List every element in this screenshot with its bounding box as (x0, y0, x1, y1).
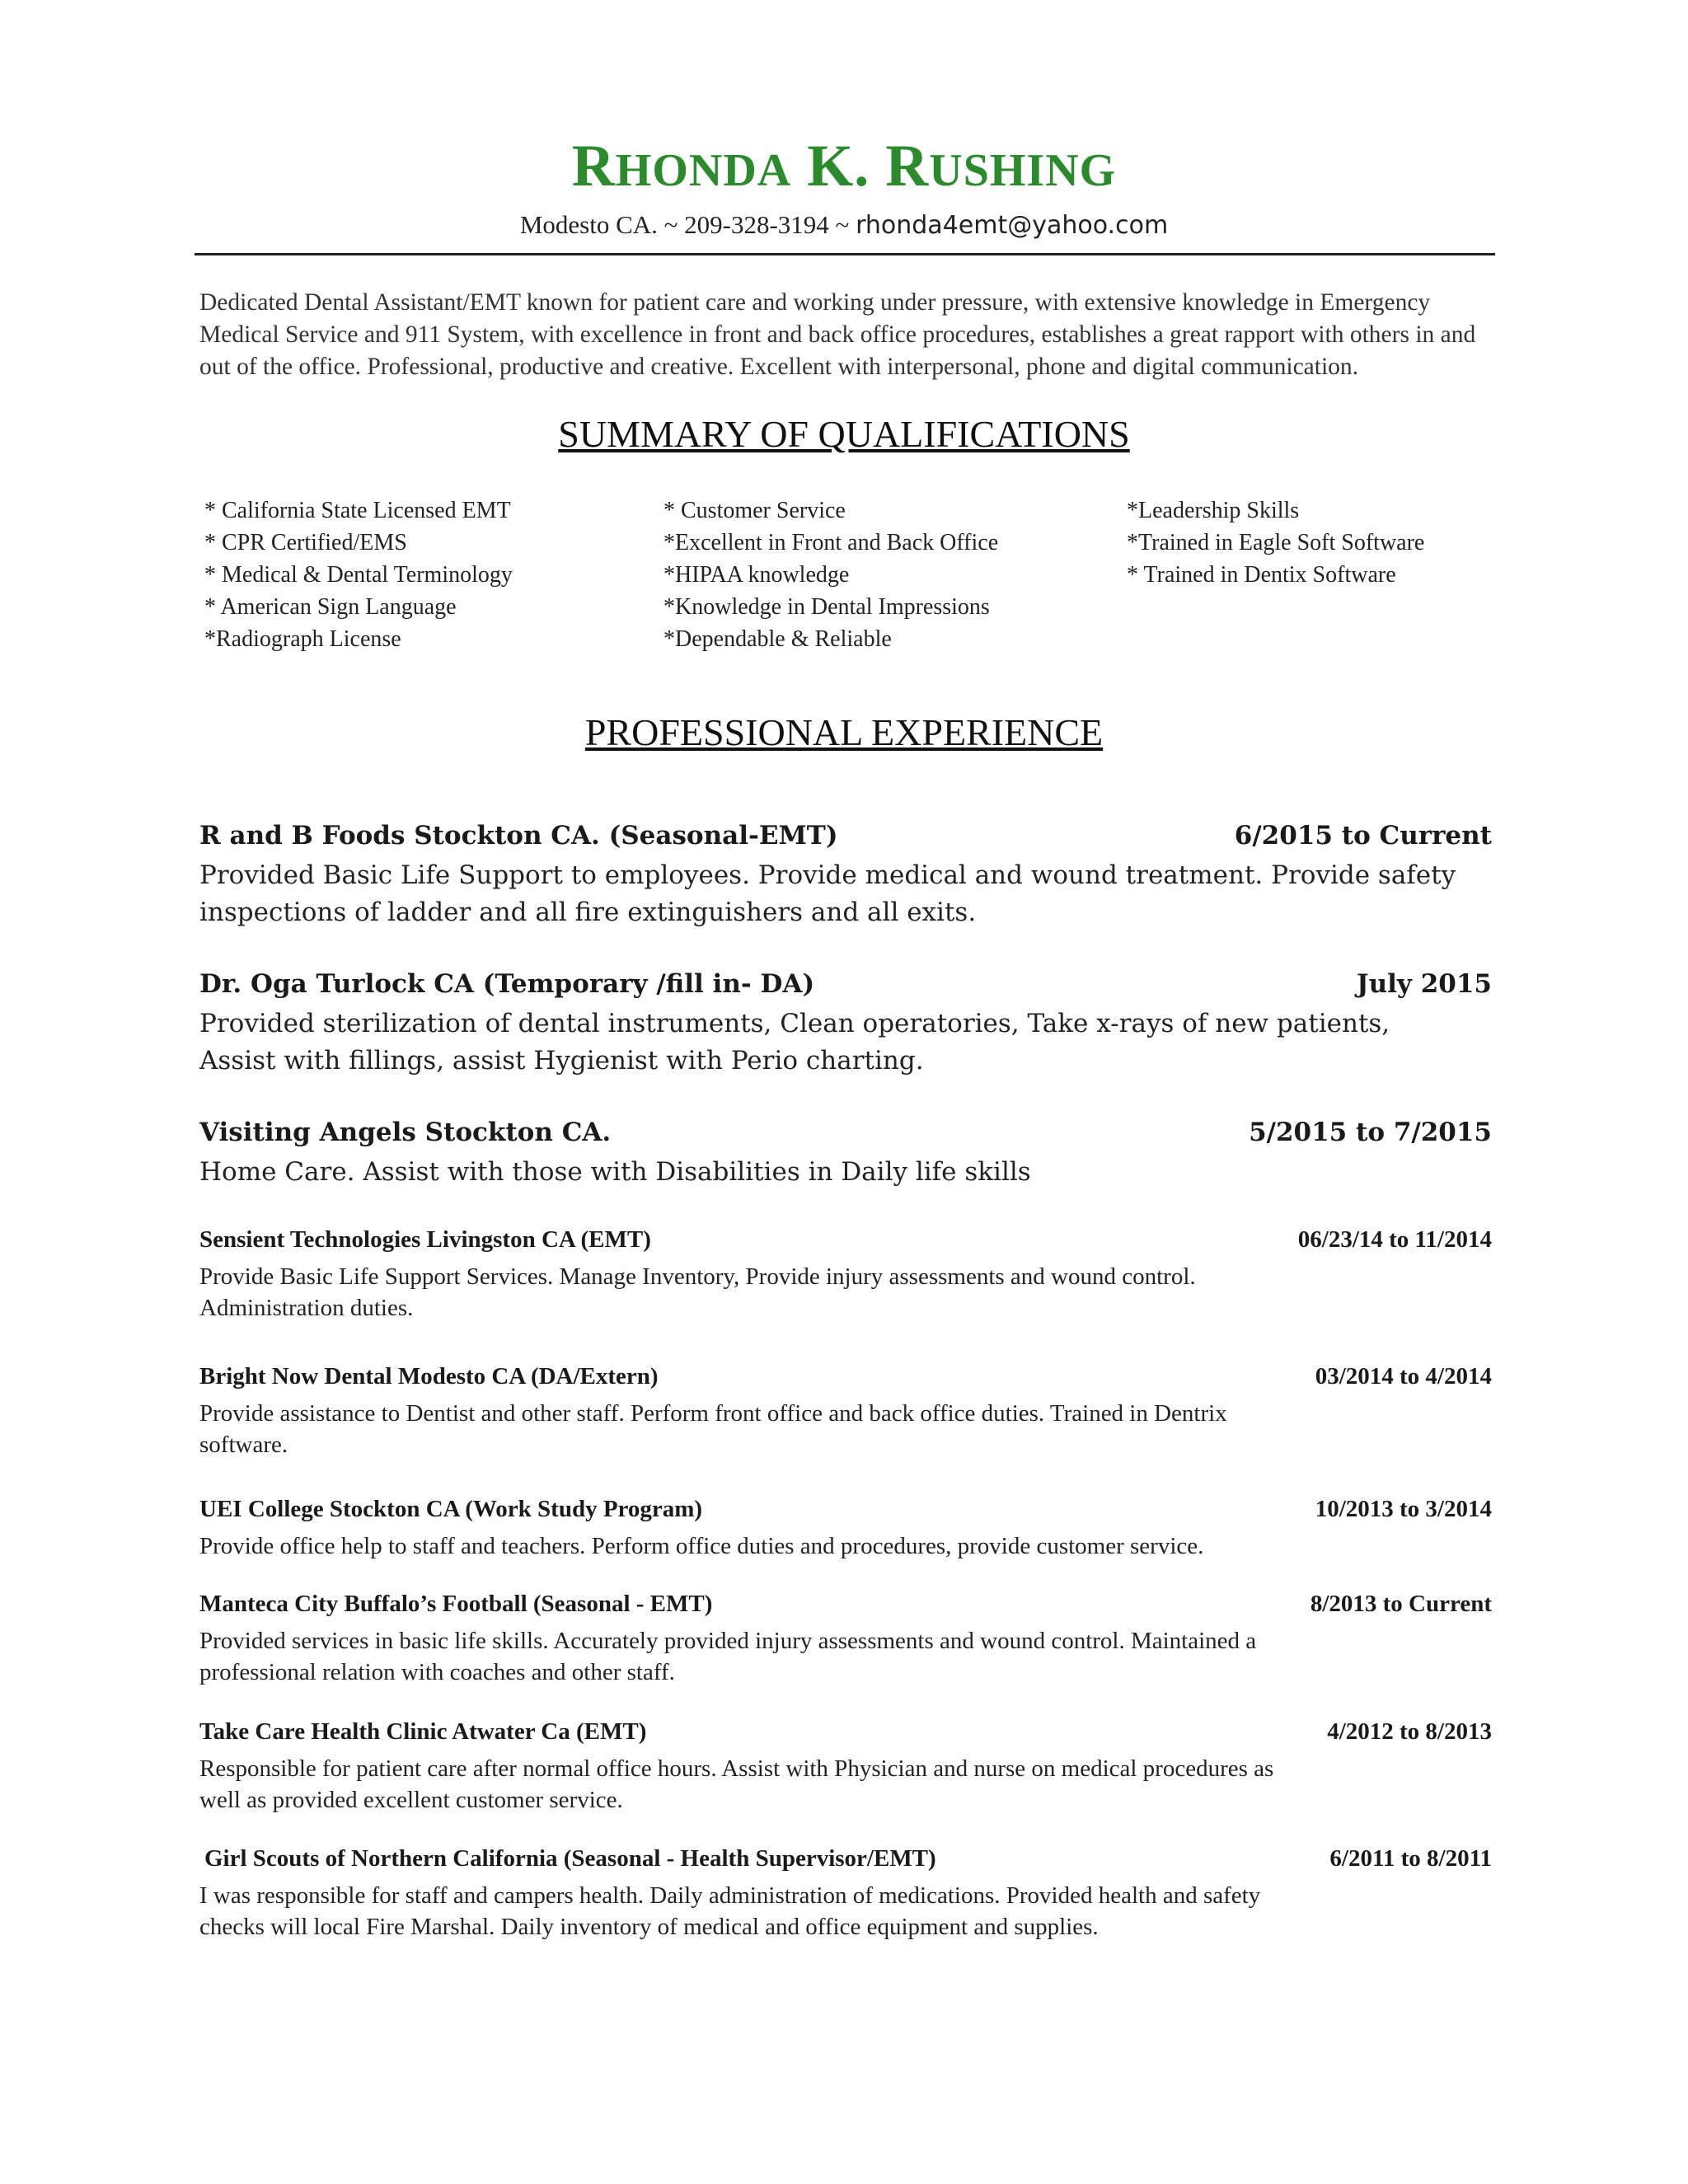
profile-summary: Dedicated Dental Assistant/EMT known for patient care and working under pressure, with extensive knowledge in Emergency Medical Service and 911 System, with excellence in front and back office procedures, establishes a great rapport with others in and out of the office. Professional, productive and creative. Excellent with interpersonal, phone and digital communication. (199, 289, 1476, 380)
job-title: Girl Scouts of Northern California (Seasonal - Health Supervisor/EMT) (204, 1845, 936, 1872)
job-dates: July 2015 (1356, 969, 1492, 999)
job-entry (199, 1591, 1492, 1688)
qualification-item: * Customer Service (663, 498, 846, 523)
qualification-item: *HIPAA knowledge (663, 562, 850, 588)
job-description: Provide office help to staff and teachers. Perform office duties and procedures, provide customer service. (199, 1533, 1204, 1559)
qualifications-heading: SUMMARY OF QUALIFICATIONS (558, 413, 1130, 455)
job-description: I was responsible for staff and campers health. Daily administration of medications. Provided health and safety checks will local Fire Marshal. Daily inventory of medical and office equipment and supplies. (199, 1882, 1261, 1940)
qualification-item: *Excellent in Front and Back Office (663, 530, 999, 555)
qualification-item: *Leadership Skills (1127, 498, 1300, 523)
qualification-item: * CPR Certified/EMS (204, 530, 407, 555)
name-middle: K. (807, 133, 870, 199)
job-title: Bright Now Dental Modesto CA (DA/Extern) (199, 1363, 659, 1390)
qualification-item: * Medical & Dental Terminology (204, 562, 513, 588)
job-description: Responsible for patient care after normal office hours. Assist with Physician and nurse on medical procedures as well as provided excellent customer service. (199, 1755, 1274, 1813)
job-title: Visiting Angels Stockton CA. (199, 1118, 612, 1147)
job-title: Take Care Health Clinic Atwater Ca (EMT) (199, 1718, 647, 1745)
contact-email[interactable]: rhonda4emt@yahoo.com (856, 211, 1169, 240)
job-description: Provide assistance to Dentist and other staff. Perform front office and back office duties. Trained in Dentrix software. (199, 1400, 1227, 1458)
job-entry (199, 1363, 1492, 1460)
qualification-item: * Trained in Dentix Software (1127, 562, 1396, 588)
qualifications-column-2 (663, 494, 998, 655)
job-dates: 8/2013 to Current (1310, 1591, 1492, 1617)
name-first-rest: HONDA (615, 145, 792, 196)
job-title: Dr. Oga Turlock CA (Temporary /fill in- DA) (199, 969, 815, 999)
qualification-item: *Trained in Eagle Soft Software (1127, 530, 1425, 555)
job-description: Provided sterilization of dental instruments, Clean operatories, Take x-rays of new patients, Assist with fillings, assist Hygienist with Perio charting. (199, 1009, 1390, 1076)
qualification-item: *Radiograph License (204, 626, 401, 652)
job-description: Provided services in basic life skills. Accurately provided injury assessments and wound control. Maintained a professional relation with coaches and other staff. (199, 1628, 1257, 1685)
name-last-rest: USHING (929, 145, 1117, 196)
job-dates: 6/2015 to Current (1234, 821, 1492, 851)
job-entry (199, 1845, 1492, 1943)
job-dates: 10/2013 to 3/2014 (1315, 1496, 1492, 1522)
qualification-item: *Dependable & Reliable (663, 626, 892, 652)
job-description: Provide Basic Life Support Services. Manage Inventory, Provide injury assessments and wound control. Administration duties. (199, 1263, 1196, 1321)
job-title: R and B Foods Stockton CA. (Seasonal-EMT) (199, 821, 838, 851)
job-dates: 6/2011 to 8/2011 (1329, 1845, 1492, 1872)
job-entry (199, 1226, 1492, 1324)
job-entry (199, 1496, 1492, 1562)
job-description: Home Care. Assist with those with Disabilities in Daily life skills (199, 1157, 1031, 1187)
job-dates: 03/2014 to 4/2014 (1315, 1363, 1492, 1390)
qualification-item: *Knowledge in Dental Impressions (663, 594, 990, 620)
job-entry (199, 821, 1492, 931)
header-divider (195, 253, 1495, 255)
job-entry (199, 1118, 1492, 1191)
qualification-item: * California State Licensed EMT (204, 498, 511, 523)
name-first-initial: R (571, 133, 616, 199)
job-entry (199, 969, 1492, 1080)
experience-heading: PROFESSIONAL EXPERIENCE (584, 711, 1104, 753)
qualifications-column-1 (204, 494, 513, 655)
contact-line (0, 210, 1688, 240)
job-title: Manteca City Buffalo’s Football (Seasonal - EMT) (199, 1591, 713, 1617)
job-entry (199, 1718, 1492, 1816)
qualification-item: * American Sign Language (204, 594, 457, 620)
job-dates: 06/23/14 to 11/2014 (1297, 1226, 1492, 1253)
job-title: UEI College Stockton CA (Work Study Program) (199, 1496, 703, 1522)
name-last-initial: R (885, 133, 930, 199)
job-title: Sensient Technologies Livingston CA (EMT) (199, 1226, 651, 1253)
qualifications-column-3 (1127, 494, 1424, 591)
applicant-name (0, 132, 1688, 200)
job-description: Provided Basic Life Support to employees. Provide medical and wound treatment. Provide safety inspections of ladder and all fire extinguishers and all exits. (199, 860, 1456, 927)
job-dates: 4/2012 to 8/2013 (1327, 1718, 1492, 1745)
contact-location-phone: Modesto CA. ~ 209-328-3194 ~ (519, 210, 856, 239)
job-dates: 5/2015 to 7/2015 (1249, 1118, 1492, 1147)
